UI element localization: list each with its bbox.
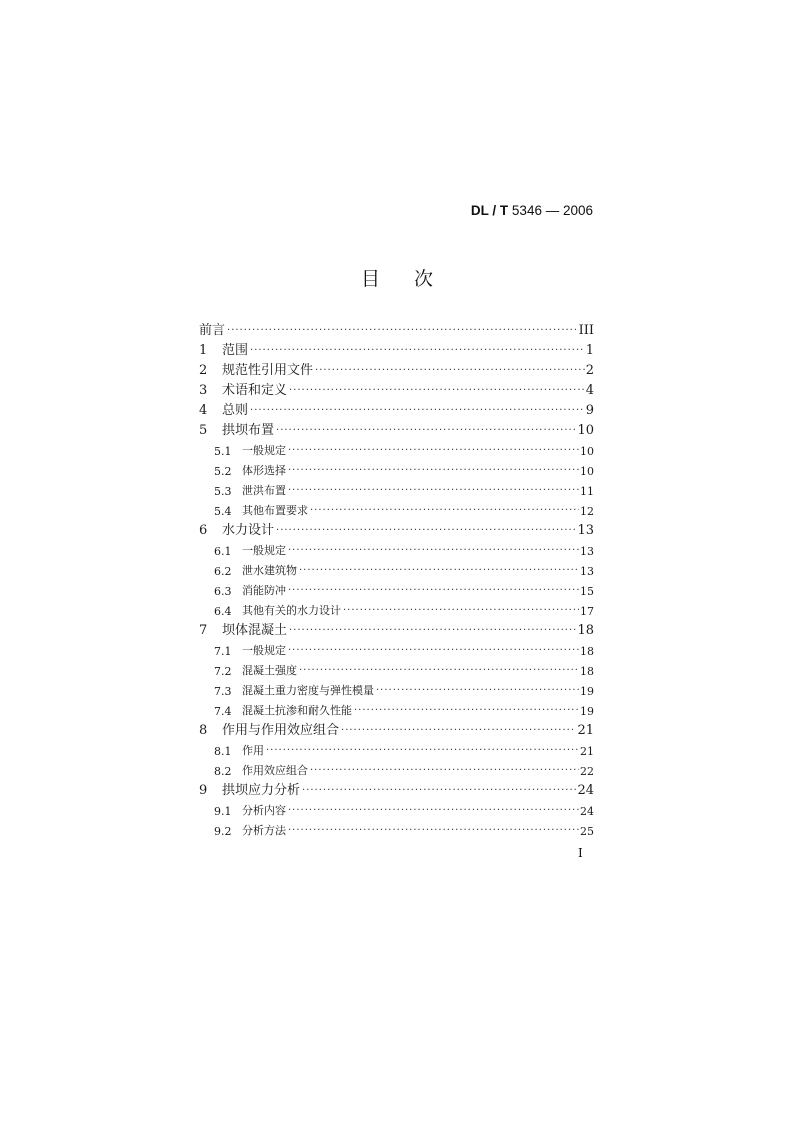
toc-dot-leader <box>289 384 585 398</box>
document-code <box>471 203 593 218</box>
toc-entry-page: III <box>578 323 594 338</box>
toc-entry-number: 1 <box>199 343 208 358</box>
toc-entry[interactable] <box>199 678 594 698</box>
toc-entry-page: 13 <box>580 545 594 558</box>
toc-entry-title: 泄洪布置 <box>242 484 286 497</box>
toc-entry-title: 分析内容 <box>242 804 286 817</box>
toc-entry-title: 一般规定 <box>242 444 286 457</box>
toc-dot-leader <box>341 724 576 738</box>
toc-entry[interactable] <box>199 718 594 738</box>
toc-entry-number: 6.1 <box>214 545 232 558</box>
toc-dot-leader <box>376 684 579 698</box>
toc-entry-number: 5.3 <box>214 485 232 498</box>
toc-entry-page: 9 <box>585 403 594 418</box>
toc-entry-title: 混凝土重力密度与弹性模量 <box>242 684 374 697</box>
toc-dot-leader <box>288 804 579 818</box>
toc-entry-title: 拱坝布置 <box>222 423 275 438</box>
toc-entry-number: 8 <box>199 723 208 738</box>
toc-dot-leader <box>250 344 585 358</box>
toc-entry-number: 7 <box>199 623 208 638</box>
toc-entry[interactable] <box>199 738 594 758</box>
toc-entry[interactable] <box>199 318 594 338</box>
toc-entry-page: 18 <box>580 645 594 658</box>
toc-entry-number: 7.3 <box>214 685 232 698</box>
toc-entry-title: 水力设计 <box>222 523 275 538</box>
toc-entry-number: 9.2 <box>214 825 232 838</box>
toc-entry[interactable] <box>199 578 594 598</box>
toc-entry-number: 3 <box>199 383 208 398</box>
toc-entry-title: 一般规定 <box>242 544 286 557</box>
toc-entry-page: 22 <box>580 765 594 778</box>
toc-dot-leader <box>310 504 579 518</box>
toc-entry[interactable] <box>199 818 594 838</box>
toc-entry[interactable] <box>199 378 594 398</box>
toc-entry-page: 11 <box>580 485 594 498</box>
toc-entry-page: 12 <box>580 505 594 518</box>
toc-entry-page: 24 <box>580 805 594 818</box>
toc-entry-number: 6.3 <box>214 585 232 598</box>
toc-entry-number: 7.4 <box>214 705 232 718</box>
toc-entry-page: 15 <box>580 585 594 598</box>
toc-entry[interactable] <box>199 618 594 638</box>
page-number: I <box>578 846 583 860</box>
toc-dot-leader <box>315 364 585 378</box>
toc-entry-number: 5 <box>199 423 208 438</box>
toc-dot-leader <box>266 744 579 758</box>
toc-entry[interactable] <box>199 698 594 718</box>
toc-dot-leader <box>288 544 579 558</box>
toc-entry-title: 其他布置要求 <box>242 504 308 517</box>
toc-entry-page: 18 <box>580 665 594 678</box>
document-code-number: 5346 — 2006 <box>508 203 593 218</box>
table-of-contents <box>199 318 594 838</box>
toc-dot-leader <box>276 424 576 438</box>
toc-entry[interactable] <box>199 538 594 558</box>
toc-entry-title: 前言 <box>199 323 226 338</box>
toc-entry-page: 10 <box>580 445 594 458</box>
toc-entry-title: 混凝土强度 <box>242 664 297 677</box>
toc-entry[interactable] <box>199 758 594 778</box>
toc-dot-leader <box>250 404 585 418</box>
toc-entry-title: 一般规定 <box>242 644 286 657</box>
toc-entry[interactable] <box>199 778 594 798</box>
toc-entry-number: 2 <box>199 363 208 378</box>
toc-entry[interactable] <box>199 658 594 678</box>
toc-dot-leader <box>310 764 579 778</box>
toc-entry[interactable] <box>199 458 594 478</box>
toc-dot-leader <box>354 704 579 718</box>
toc-entry-title: 总则 <box>222 403 249 418</box>
toc-entry-number: 7.2 <box>214 665 232 678</box>
toc-entry-title: 范围 <box>222 343 249 358</box>
toc-entry-page: 4 <box>585 383 594 398</box>
toc-entry-page: 10 <box>580 465 594 478</box>
toc-entry-number: 4 <box>199 403 208 418</box>
toc-entry-page: 19 <box>580 705 594 718</box>
toc-dot-leader <box>343 604 579 618</box>
toc-entry-title: 术语和定义 <box>222 383 288 398</box>
toc-entry-title: 作用 <box>242 744 264 757</box>
toc-dot-leader <box>227 324 578 338</box>
toc-dot-leader <box>288 584 579 598</box>
toc-dot-leader <box>299 564 579 578</box>
toc-entry-number: 9.1 <box>214 805 232 818</box>
toc-entry-number: 6.4 <box>214 605 232 618</box>
toc-entry[interactable] <box>199 478 594 498</box>
toc-entry-page: 1 <box>585 343 594 358</box>
toc-entry-page: 10 <box>577 423 594 438</box>
toc-entry[interactable] <box>199 418 594 438</box>
toc-entry[interactable] <box>199 518 594 538</box>
toc-entry-title: 体形选择 <box>242 464 286 477</box>
toc-entry-page: 25 <box>580 825 594 838</box>
toc-entry-number: 5.2 <box>214 465 232 478</box>
toc-entry-title: 消能防冲 <box>242 584 286 597</box>
toc-dot-leader <box>288 484 579 498</box>
toc-entry-title: 作用效应组合 <box>242 764 308 777</box>
toc-dot-leader <box>288 444 579 458</box>
toc-entry-page: 24 <box>577 783 594 798</box>
toc-dot-leader <box>302 784 576 798</box>
toc-entry[interactable] <box>199 638 594 658</box>
toc-entry[interactable] <box>199 598 594 618</box>
toc-entry-number: 7.1 <box>214 645 232 658</box>
document-code-prefix: DL / T <box>470 203 509 218</box>
toc-entry[interactable] <box>199 358 594 378</box>
toc-entry-title: 拱坝应力分析 <box>222 783 301 798</box>
toc-entry-page: 18 <box>577 623 594 638</box>
toc-entry-page: 13 <box>577 523 594 538</box>
toc-entry[interactable] <box>199 338 594 358</box>
toc-entry[interactable] <box>199 798 594 818</box>
toc-entry-title: 分析方法 <box>242 824 286 837</box>
toc-entry-title: 泄水建筑物 <box>242 564 297 577</box>
toc-entry-title: 规范性引用文件 <box>222 363 314 378</box>
toc-entry-number: 5.1 <box>214 445 232 458</box>
toc-entry-number: 8.1 <box>214 745 232 758</box>
toc-dot-leader <box>289 624 576 638</box>
toc-entry-number: 9 <box>199 783 208 798</box>
toc-entry[interactable] <box>199 558 594 578</box>
toc-entry-number: 5.4 <box>214 505 232 518</box>
toc-entry-page: 21 <box>577 723 594 738</box>
toc-entry-title: 其他有关的水力设计 <box>242 604 341 617</box>
toc-entry-page: 17 <box>580 605 594 618</box>
toc-entry-number: 8.2 <box>214 765 232 778</box>
toc-entry-page: 19 <box>580 685 594 698</box>
toc-entry-number: 6 <box>199 523 208 538</box>
toc-entry-title: 作用与作用效应组合 <box>222 723 340 738</box>
toc-entry-page: 2 <box>585 363 594 378</box>
toc-entry[interactable] <box>199 498 594 518</box>
toc-entry[interactable] <box>199 398 594 418</box>
toc-entry-title: 混凝土抗渗和耐久性能 <box>242 704 352 717</box>
toc-entry-title: 坝体混凝土 <box>222 623 288 638</box>
toc-dot-leader <box>288 644 579 658</box>
toc-dot-leader <box>276 524 576 538</box>
toc-dot-leader <box>288 464 579 478</box>
page-title: 目次 <box>360 268 467 290</box>
toc-dot-leader <box>299 664 579 678</box>
toc-entry-number: 6.2 <box>214 565 232 578</box>
toc-entry[interactable] <box>199 438 594 458</box>
toc-entry-page: 21 <box>580 745 594 758</box>
toc-entry-page: 13 <box>580 565 594 578</box>
toc-dot-leader <box>288 824 579 838</box>
